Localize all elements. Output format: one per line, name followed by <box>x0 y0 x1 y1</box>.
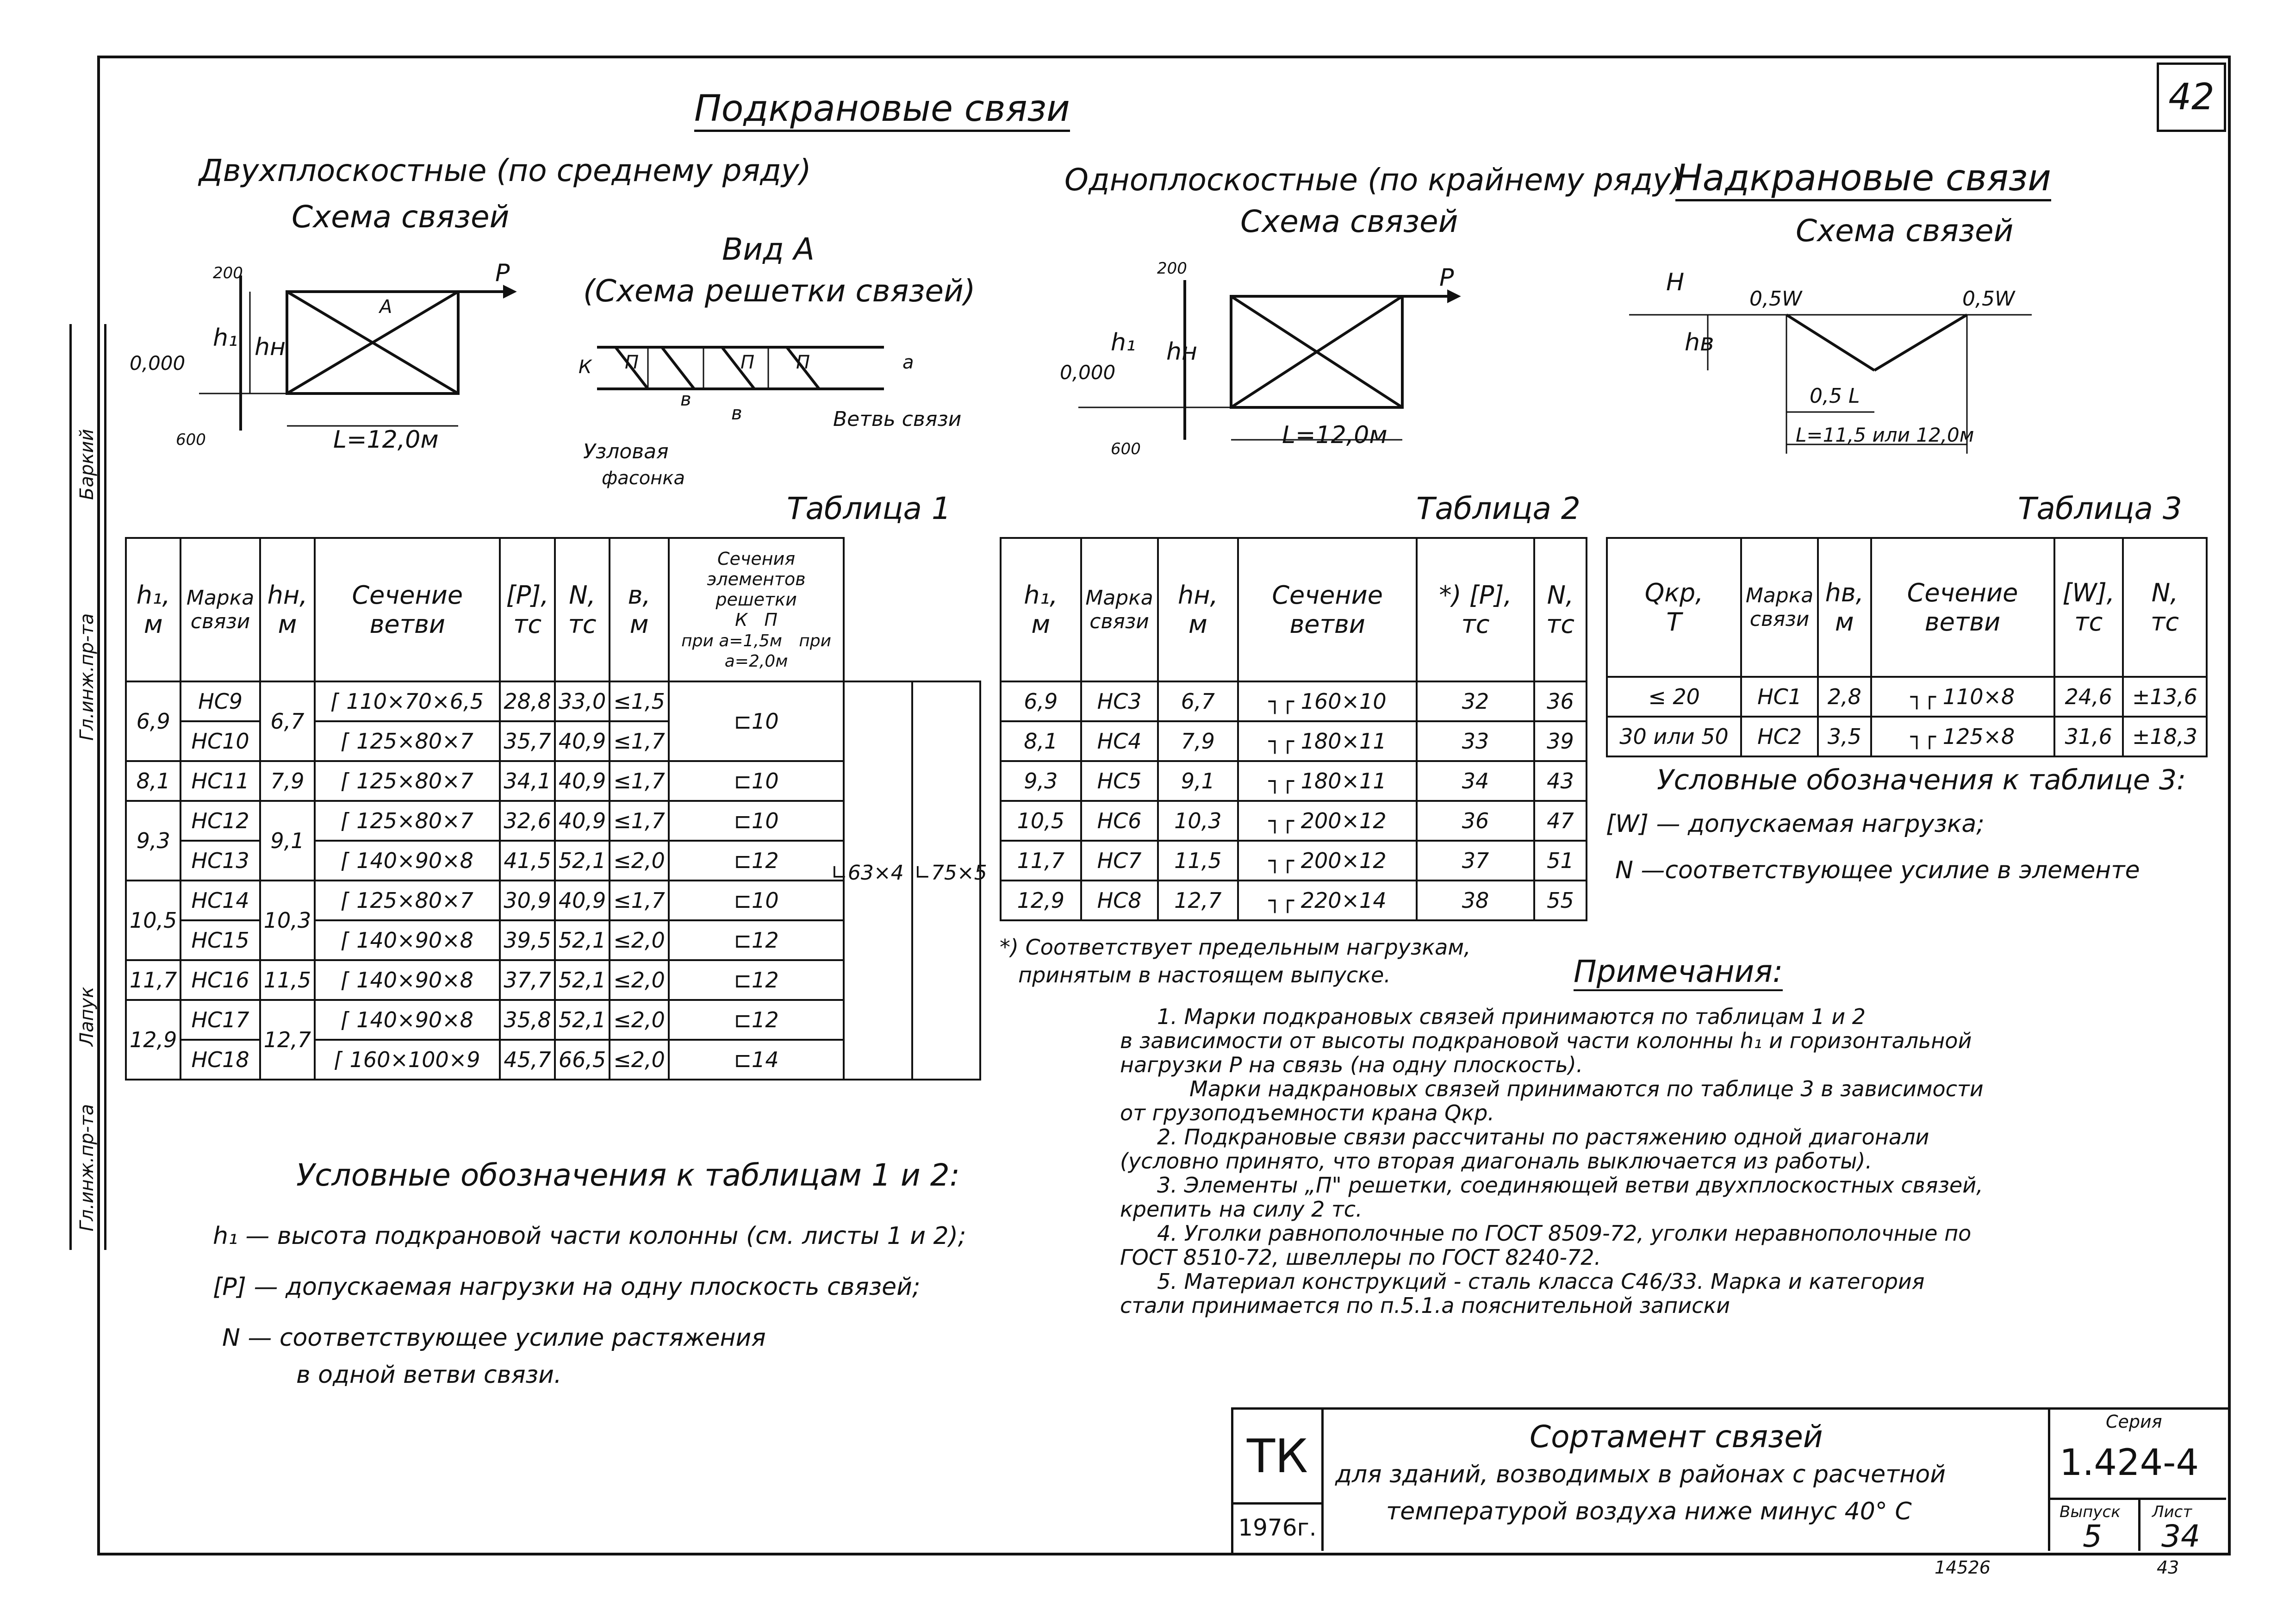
t1-h-n: N, тс <box>555 538 610 681</box>
t1-cell: 6,7 <box>260 681 315 761</box>
t1-cell: ⊏12 <box>669 920 844 960</box>
t1-h-p: [P], тс <box>500 538 554 681</box>
t2-row <box>1001 761 1587 801</box>
note-line: крепить на силу 2 тс. <box>1120 1197 1363 1222</box>
t1-cell: 41,5 <box>500 841 554 881</box>
stamp-sub2: температурой воздуха ниже минус 40° С <box>1386 1498 1912 1525</box>
t1-h-mark: Марка связи <box>180 538 260 681</box>
legend12-p: [P] — допускаемая нагрузки на одну плоскость связей; <box>213 1273 921 1301</box>
t2-cell: 11,5 <box>1158 841 1238 881</box>
stamp-issue-cell <box>2048 1500 2140 1554</box>
t2-cell: НС4 <box>1081 721 1158 761</box>
t1-cell: 37,7 <box>500 960 554 1000</box>
label-d600-2: 600 <box>1111 440 1141 458</box>
t2-row <box>1001 841 1587 881</box>
t1-cell: 10,3 <box>260 881 315 960</box>
title-stamp <box>1231 1407 2231 1555</box>
t2-cell: 33 <box>1417 721 1534 761</box>
label-w05-1: 0,5W <box>1749 287 1802 311</box>
note-line: в зависимости от высоты подкрановой части колонны h₁ и горизонтальной <box>1120 1028 1972 1053</box>
t1-cell: 52,1 <box>555 920 610 960</box>
t1-cell: ≤1,7 <box>610 881 669 920</box>
stamp-tk: ТК <box>1246 1429 1308 1483</box>
t1-cell: 40,9 <box>555 801 610 841</box>
label-v-2: в <box>731 403 742 424</box>
t2-cell: 36 <box>1417 801 1534 841</box>
t2-cell: 7,9 <box>1158 721 1238 761</box>
note-line: 1. Марки подкрановых связей принимаются по таблицам 1 и 2 <box>1157 1004 1866 1029</box>
table2-caption: Таблица 2 <box>1416 491 1580 526</box>
label-k: К <box>579 356 592 378</box>
t2-cell: 6,7 <box>1158 681 1238 721</box>
label-node-2: фасонка <box>602 468 685 489</box>
t1-cell: ⊏12 <box>669 841 844 881</box>
t2-row <box>1001 881 1587 920</box>
t1-cell: 40,9 <box>555 721 610 761</box>
legend12-n2: в одной ветви связи. <box>296 1361 562 1389</box>
t3-h-section: Сечение ветви <box>1871 538 2054 677</box>
t1-cell: 12,9 <box>126 1000 180 1080</box>
t1-cell: ≤2,0 <box>610 1040 669 1080</box>
t1-h-hn: hн, м <box>260 538 315 681</box>
t3-row <box>1607 717 2207 756</box>
t1-cell: ≤2,0 <box>610 960 669 1000</box>
side-label-d: Гл.инж.пр-та <box>76 1104 98 1231</box>
t1-cell: 39,5 <box>500 920 554 960</box>
t2-h-mark: Марка связи <box>1081 538 1158 681</box>
t3-row <box>1607 677 2207 717</box>
t2-cell: 10,3 <box>1158 801 1238 841</box>
t2-cell: ┐┌ 220×14 <box>1238 881 1417 920</box>
t1-cell: ⌈ 160×100×9 <box>315 1040 500 1080</box>
t3-cell: 2,8 <box>1818 677 1871 717</box>
label-a: A <box>380 296 392 318</box>
t1-cell: ⊏10 <box>669 761 844 801</box>
t1-cell: 6,9 <box>126 681 180 761</box>
t2-cell: НС6 <box>1081 801 1158 841</box>
t1-cell: 34,1 <box>500 761 554 801</box>
notes-title: Примечания: <box>1574 954 1783 991</box>
label-hn-1: hн <box>255 333 286 361</box>
t1-cell: ≤2,0 <box>610 1000 669 1040</box>
label-w05-2: 0,5W <box>1962 287 2015 311</box>
t1-cell: 35,8 <box>500 1000 554 1040</box>
table2-footnote-1: *) Соответствует предельным нагрузкам, <box>1000 935 1471 960</box>
t1-p15: ∟63×4 <box>831 861 904 885</box>
note-line: 3. Элементы „П" решетки, соединяющей ветви двухплоскостных связей, <box>1157 1173 1983 1198</box>
t1-cell: ≤2,0 <box>610 841 669 881</box>
t3-cell: 3,5 <box>1818 717 1871 756</box>
stamp-year-cell <box>1233 1505 1324 1551</box>
t3-cell: ±13,6 <box>2123 677 2207 717</box>
t1-cell: 9,3 <box>126 801 180 881</box>
t2-cell: 32 <box>1417 681 1534 721</box>
title-scheme-2: Схема связей <box>1240 204 1458 239</box>
table3 <box>1606 537 2208 757</box>
t1-cell: 28,8 <box>500 681 554 721</box>
t1-cell: НС12 <box>180 801 260 841</box>
t2-cell: НС8 <box>1081 881 1158 920</box>
t1-cell: НС13 <box>180 841 260 881</box>
t1-cell: НС15 <box>180 920 260 960</box>
note-line: нагрузки P на связь (на одну плоскость). <box>1120 1052 1583 1077</box>
title-lattice: (Схема решетки связей) <box>583 273 976 309</box>
label-pi-3: П <box>796 352 810 373</box>
stamp-tk-cell <box>1233 1410 1324 1505</box>
t1-cell: ⌈ 125×80×7 <box>315 721 500 761</box>
legend3-title: Условные обозначения к таблице 3: <box>1657 764 2186 796</box>
t1-cell: 35,7 <box>500 721 554 761</box>
label-h1-1: h₁ <box>213 324 238 352</box>
t1-cell: ≤1,7 <box>610 721 669 761</box>
t1-cell: 12,7 <box>260 1000 315 1080</box>
t2-cell: 55 <box>1534 881 1587 920</box>
stamp-sheet-cell <box>2138 1500 2224 1554</box>
t1-cell: ⊏14 <box>669 1040 844 1080</box>
label-zero-2: 0,000 <box>1060 361 1116 384</box>
t1-cell: НС9 <box>180 681 260 721</box>
label-d200-1: 200 <box>213 264 243 282</box>
note-line: (условно принято, что вторая диагональ выключается из работы). <box>1120 1149 1873 1174</box>
legend3-n: N —соответствующее усилие в элементе <box>1615 856 2140 884</box>
t3-h-hv: hв, м <box>1818 538 1871 677</box>
t1-cell: ≤1,7 <box>610 761 669 801</box>
t2-cell: 37 <box>1417 841 1534 881</box>
t2-cell: 34 <box>1417 761 1534 801</box>
table3-caption: Таблица 3 <box>2018 491 2182 526</box>
t2-h-p: *) [P], тс <box>1417 538 1534 681</box>
label-l12-1: L=12,0м <box>333 426 439 454</box>
t1-cell: ≤1,5 <box>610 681 669 721</box>
t3-cell: 31,6 <box>2054 717 2123 756</box>
label-node-1: Узловая <box>583 440 669 463</box>
t1-cell: 9,1 <box>260 801 315 881</box>
t2-h-hn: hн, м <box>1158 538 1238 681</box>
t1-cell: ⌈ 125×80×7 <box>315 881 500 920</box>
side-label-b: Гл.инж.пр-та <box>76 613 98 741</box>
stamp-year: 1976г. <box>1238 1514 1317 1541</box>
note-line: ГОСТ 8510-72, швеллеры по ГОСТ 8240-72. <box>1120 1245 1601 1270</box>
sheet-number: 42 <box>2168 76 2215 118</box>
t1-p20: ∟75×5 <box>914 861 987 885</box>
t2-cell: ┐┌ 200×12 <box>1238 801 1417 841</box>
t2-h-n: N, тс <box>1534 538 1587 681</box>
t2-cell: 9,3 <box>1001 761 1081 801</box>
t2-h-section: Сечение ветви <box>1238 538 1417 681</box>
t2-cell: 51 <box>1534 841 1587 881</box>
t3-cell: НС1 <box>1741 677 1818 717</box>
t1-cell: 52,1 <box>555 841 610 881</box>
stamp-title: Сортамент связей <box>1530 1419 1823 1455</box>
t3-cell: 30 или 50 <box>1607 717 1741 756</box>
t1-h-section: Сечение ветви <box>315 538 500 681</box>
title-single-plane: Одноплоскостные (по крайнему ряду) <box>1064 162 1683 198</box>
title-overcrane: Надкрановые связи <box>1675 157 2051 201</box>
t1-cell: ⌈ 140×90×8 <box>315 960 500 1000</box>
label-l12-2: L=12,0м <box>1282 421 1388 449</box>
t3-h-n: N, тс <box>2123 538 2207 677</box>
t1-cell: ⊏12 <box>669 1000 844 1040</box>
t1-cell: 52,1 <box>555 960 610 1000</box>
side-label-c: Лапук <box>76 987 98 1046</box>
t1-cell: 8,1 <box>126 761 180 801</box>
side-label-a: Баркий <box>76 429 98 500</box>
t1-cell: 52,1 <box>555 1000 610 1040</box>
t3-h-w: [W], тс <box>2054 538 2123 677</box>
label-zero-1: 0,000 <box>130 352 186 375</box>
label-h1-2: h₁ <box>1111 329 1136 356</box>
title-scheme-1: Схема связей <box>292 199 510 235</box>
t1-row <box>126 681 980 721</box>
label-pi-1: П <box>625 352 639 373</box>
t2-cell: 12,7 <box>1158 881 1238 920</box>
notes-block <box>1120 1005 2184 1318</box>
legend3-w: [W] — допускаемая нагрузка; <box>1606 810 1985 838</box>
table2-body <box>1001 681 1587 920</box>
t3-h-mark: Марка связи <box>1741 538 1818 677</box>
t1-cell: 40,9 <box>555 761 610 801</box>
t3-cell: ┐┌ 125×8 <box>1871 717 2054 756</box>
t2-cell: 36 <box>1534 681 1587 721</box>
legend12-title: Условные обозначения к таблицам 1 и 2: <box>296 1157 960 1193</box>
t1-cell: ⌈ 125×80×7 <box>315 761 500 801</box>
t1-cell: ≤1,7 <box>610 801 669 841</box>
t1-cell: ⊏12 <box>669 960 844 1000</box>
t2-cell: 12,9 <box>1001 881 1081 920</box>
t1-cell: 66,5 <box>555 1040 610 1080</box>
label-p-2: P <box>1439 264 1454 292</box>
t2-cell: 38 <box>1417 881 1534 920</box>
label-hv: hв <box>1685 329 1714 356</box>
t1-cell: 11,5 <box>260 960 315 1000</box>
stamp-series-cell <box>2048 1410 2226 1500</box>
label-p-1: P <box>495 259 510 287</box>
label-h: H <box>1666 269 1685 296</box>
table1-caption: Таблица 1 <box>787 491 951 526</box>
t1-cell: ⌈ 140×90×8 <box>315 841 500 881</box>
stamp-series-label: Серия <box>2106 1412 2162 1432</box>
t1-h-v: в, м <box>610 538 669 681</box>
title-double-plane: Двухплоскостные (по среднему ряду) <box>199 153 811 188</box>
stamp-sub1: для зданий, возводимых в районах с расчетной <box>1335 1461 1946 1488</box>
t3-cell: НС2 <box>1741 717 1818 756</box>
t1-cell: НС18 <box>180 1040 260 1080</box>
t2-cell: 39 <box>1534 721 1587 761</box>
t1-cell: 11,7 <box>126 960 180 1000</box>
t2-h-h1: h₁, м <box>1001 538 1081 681</box>
t1-cell: 33,0 <box>555 681 610 721</box>
title-view-a: Вид А <box>722 231 815 267</box>
label-v-1: в <box>680 389 691 410</box>
t1-cell: ⊏10 <box>669 681 844 761</box>
t1-h-lattice: Сечения элементов решетки К П при а=1,5м при а=2,0м <box>669 538 844 681</box>
stamp-series: 1.424-4 <box>2060 1442 2199 1484</box>
t2-cell: НС7 <box>1081 841 1158 881</box>
t1-cell: ⌈ 125×80×7 <box>315 801 500 841</box>
t2-cell: НС3 <box>1081 681 1158 721</box>
label-alpha: а <box>902 352 914 373</box>
t2-row <box>1001 721 1587 761</box>
label-l115: L=11,5 или 12,0м <box>1796 424 1974 446</box>
t2-cell: 6,9 <box>1001 681 1081 721</box>
table3-body <box>1607 677 2207 756</box>
stamp-issue: 5 <box>2083 1518 2102 1554</box>
t1-cell: ≤2,0 <box>610 920 669 960</box>
t2-cell: ┐┌ 180×11 <box>1238 761 1417 801</box>
t1-cell: 40,9 <box>555 881 610 920</box>
note-line: Марки надкрановых связей принимаются по таблице 3 в зависимости <box>1189 1076 1984 1101</box>
title-subcrane: Подкрановые связи <box>694 88 1070 132</box>
note-line: 4. Уголки равнополочные по ГОСТ 8509-72, уголки неравнополочные по <box>1157 1221 1972 1246</box>
note-line: от грузоподъемности крана Qкр. <box>1120 1100 1494 1125</box>
t1-cell: ⌈ 140×90×8 <box>315 1000 500 1040</box>
t1-cell: 7,9 <box>260 761 315 801</box>
t1-cell: НС17 <box>180 1000 260 1040</box>
t2-cell: ┐┌ 160×10 <box>1238 681 1417 721</box>
t1-cell: 10,5 <box>126 881 180 960</box>
t1-cell: ⌈ 110×70×6,5 <box>315 681 500 721</box>
t1-cell: 32,6 <box>500 801 554 841</box>
t2-cell: 11,7 <box>1001 841 1081 881</box>
t2-cell: 47 <box>1534 801 1587 841</box>
note-line: стали принимается по п.5.1.а пояснительной записки <box>1120 1293 1730 1318</box>
t3-cell: ┐┌ 110×8 <box>1871 677 2054 717</box>
table2 <box>1000 537 1587 921</box>
t1-cell: НС11 <box>180 761 260 801</box>
t1-cell: 30,9 <box>500 881 554 920</box>
t1-cell: НС16 <box>180 960 260 1000</box>
label-d600-1: 600 <box>176 431 206 449</box>
note-line: 2. Подкрановые связи рассчитаны по растяжению одной диагонали <box>1157 1124 1929 1149</box>
t2-cell: ┐┌ 180×11 <box>1238 721 1417 761</box>
t3-cell: ±18,3 <box>2123 717 2207 756</box>
stamp-sheet: 34 <box>2161 1518 2200 1554</box>
t1-cell: НС10 <box>180 721 260 761</box>
t2-row <box>1001 801 1587 841</box>
table2-footnote-2: принятым в настоящем выпуске. <box>1018 962 1391 987</box>
t2-cell: 8,1 <box>1001 721 1081 761</box>
title-scheme-3: Схема связей <box>1796 213 2014 249</box>
t1-cell: НС14 <box>180 881 260 920</box>
label-branch: Ветвь связи <box>833 407 962 431</box>
t3-cell: 24,6 <box>2054 677 2123 717</box>
t1-cell: 45,7 <box>500 1040 554 1080</box>
t2-cell: НС5 <box>1081 761 1158 801</box>
t2-cell: 10,5 <box>1001 801 1081 841</box>
t2-cell: 43 <box>1534 761 1587 801</box>
stamp-issue-label: Выпуск <box>2060 1503 2121 1521</box>
label-pi-2: П <box>740 352 755 373</box>
t1-cell: ⊏10 <box>669 801 844 841</box>
t1-cell: ⊏10 <box>669 881 844 920</box>
label-d200-2: 200 <box>1157 259 1187 278</box>
stamp-page: 43 <box>2157 1557 2179 1578</box>
label-hn-2: hн <box>1166 338 1197 366</box>
t2-cell: ┐┌ 200×12 <box>1238 841 1417 881</box>
stamp-sheet-label: Лист <box>2152 1503 2192 1521</box>
t2-row <box>1001 681 1587 721</box>
t2-cell: 9,1 <box>1158 761 1238 801</box>
label-l05: 0,5 L <box>1810 384 1860 408</box>
t3-h-q: Qкр, Т <box>1607 538 1741 677</box>
t1-cell: ⌈ 140×90×8 <box>315 920 500 960</box>
table1 <box>125 537 981 1081</box>
legend12-h1: h₁ — высота подкрановой части колонны (см. листы 1 и 2); <box>213 1222 966 1250</box>
t3-cell: ≤ 20 <box>1607 677 1741 717</box>
t1-h-h1: h₁, м <box>126 538 180 681</box>
note-line: 5. Материал конструкций - сталь класса С46/33. Марка и категория <box>1157 1269 1925 1294</box>
stamp-code: 14526 <box>1935 1557 1991 1578</box>
legend12-n1: N — соответствующее усилие растяжения <box>222 1324 766 1352</box>
